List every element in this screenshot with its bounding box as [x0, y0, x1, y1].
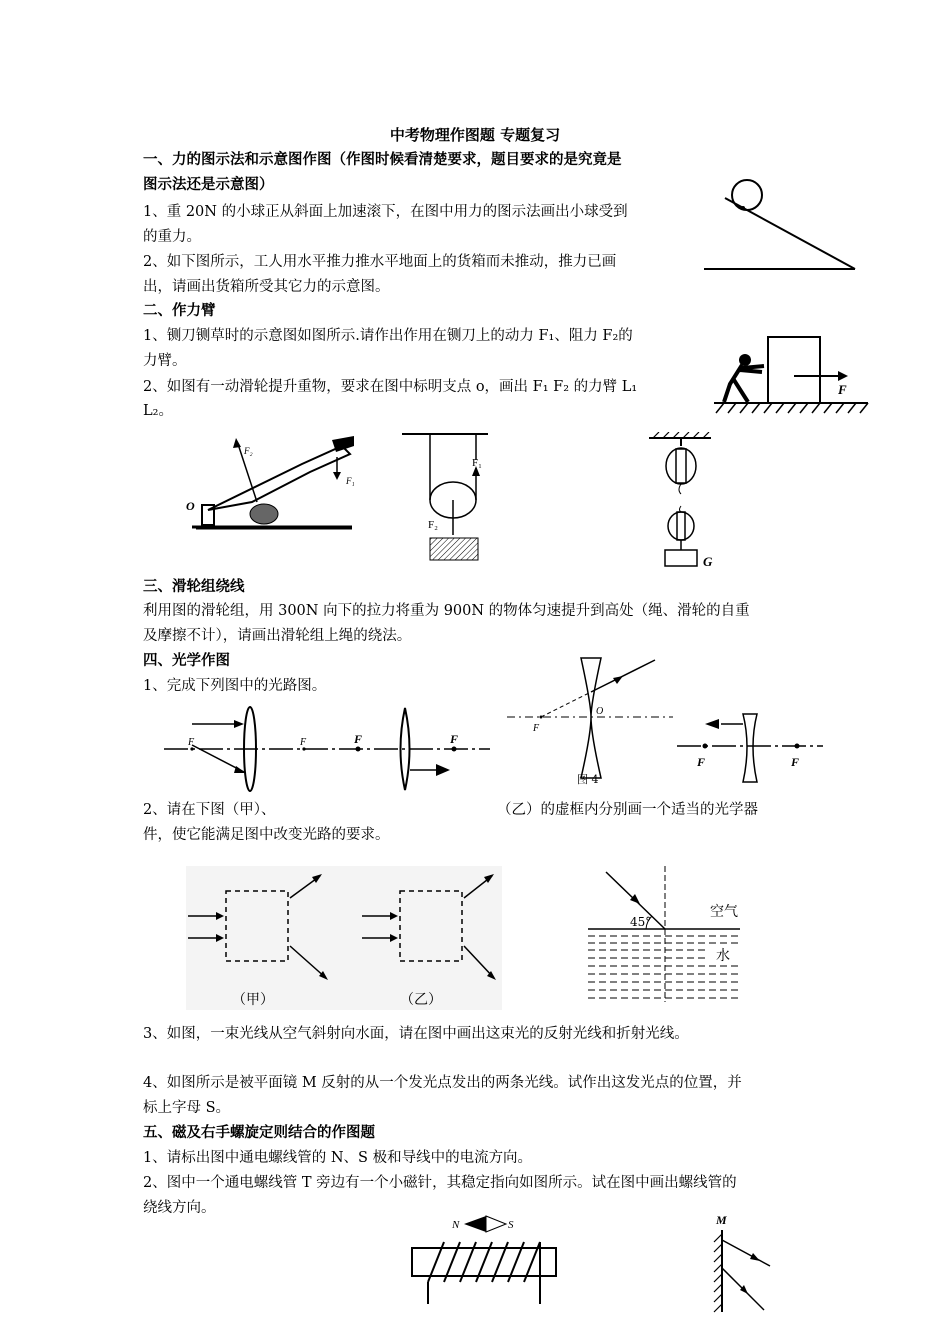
plane-mirror-figure — [704, 1212, 774, 1314]
load-G — [665, 550, 697, 566]
movable-pulley — [668, 512, 694, 540]
pulley-F1-label: F₁ — [472, 457, 482, 469]
compass-needle-n — [464, 1216, 486, 1232]
s1-q1-line2: 的重力。 — [143, 229, 201, 245]
s4-q4-line1: 4、如图所示是被平面镜 M 反射的从一个发光点发出的两条光线。试作出这发光点的位置，并 — [143, 1075, 742, 1091]
cargo-box — [768, 337, 820, 403]
s2-q2-line1: 2、如图有一动滑轮提升重物，要求在图中标明支点 o，画出 F₁ F₂ 的力臂 L₁ — [143, 379, 638, 395]
pulley-block-figure — [645, 432, 725, 572]
s1-q2-line2: 出，请画出货箱所受其它力的示意图。 — [143, 279, 390, 295]
grass — [250, 504, 278, 524]
section5-heading: 五、磁及右手螺旋定则结合的作图题 — [143, 1124, 375, 1141]
s4-q4-line2: 标上字母 S。 — [143, 1100, 231, 1116]
lens1-right-F: F — [300, 737, 307, 748]
s3-text-line1: 利用图的滑轮组，用 300N 向下的拉力将重为 900N 的物体匀速提升到高处（绳、滑轮的自重 — [143, 603, 750, 619]
s5-q2-line1: 2、图中一个通电螺线管 T 旁边有一个小磁针，其稳定指向如图所示。试在图中画出螺线管的 — [143, 1175, 737, 1191]
lens2-left-F: F — [354, 732, 363, 746]
s2-q1-line2: 力臂。 — [143, 353, 187, 369]
ball — [732, 180, 762, 210]
cutter-F1-label: F₁ — [346, 476, 355, 486]
concave-lens-2 — [743, 714, 757, 782]
s4-q2-line2: 件，使它能满足图中改变光路的要求。 — [143, 827, 390, 843]
lens1-left-F: F — [188, 737, 195, 748]
s5-q1: 1、请标出图中通电螺线管的 N、S 极和导线中的电流方向。 — [143, 1150, 533, 1166]
s4-q2-line1a: 2、请在下图（甲）、 — [143, 802, 276, 818]
s3-text-line2: 及摩擦不计），请画出滑轮组上绳的绕法。 — [143, 628, 412, 644]
s5-q2-line2: 绕线方向。 — [143, 1200, 216, 1216]
section1-heading-line1: 一、力的图示法和示意图作图（作图时候看清楚要求，题目要求的是究竟是 — [143, 151, 622, 168]
push-force-label: F — [838, 382, 847, 397]
load-G-label: G — [703, 554, 713, 569]
mirror-M-label: M — [716, 1213, 727, 1227]
section1-heading-line2: 图示法还是示意图） — [143, 176, 274, 193]
label-jia: （甲） — [232, 992, 274, 1008]
worker-head — [739, 354, 751, 366]
concave2-right-F: F — [791, 755, 800, 769]
concave-lens-figure-2 — [675, 710, 825, 786]
cutter-F2-label: F₂ — [244, 446, 253, 456]
angle-label: 45° — [630, 915, 652, 929]
lens2-right-F: F — [450, 732, 459, 746]
compass-S-label: S — [508, 1219, 514, 1231]
section2-heading: 二、作力臂 — [143, 302, 216, 319]
s4-q1: 1、完成下列图中的光路图。 — [143, 678, 327, 694]
movable-pulley-figure — [398, 430, 498, 565]
s2-q1-line1: 1、铡刀铡草时的示意图如图所示.请作出作用在铡刀上的动力 F₁、阻力 F₂的 — [143, 328, 633, 344]
fixed-pulley — [666, 448, 696, 484]
concave-O-label: O — [596, 706, 604, 717]
s4-q2-line1b: （乙）的虚框内分别画一个适当的光学器 — [497, 802, 758, 818]
concave-lens — [581, 658, 604, 778]
refraction-figure — [584, 866, 744, 1004]
cutter-figure — [182, 432, 357, 532]
label-yi: （乙） — [400, 992, 442, 1008]
concave2-left-F: F — [697, 755, 706, 769]
fig4-caption: 图 4 — [577, 773, 599, 786]
optical-box-figure — [186, 866, 502, 1010]
incline-ball-figure — [700, 175, 865, 275]
fulcrum-O-label: O — [186, 499, 195, 513]
section3-heading: 三、滑轮组绕线 — [143, 578, 245, 595]
worker-box-figure — [712, 332, 872, 418]
section4-heading: 四、光学作图 — [143, 652, 230, 669]
blade — [208, 446, 350, 510]
solenoid-figure — [408, 1212, 564, 1308]
weight-block — [430, 538, 478, 560]
lens-figures-1 — [164, 704, 490, 794]
compass-N-label: N — [452, 1219, 460, 1231]
pulley-F2-label: F₂ — [428, 519, 438, 531]
s1-q1-line1: 1、重 20N 的小球正从斜面上加速滚下，在图中用力的图示法画出小球受到 — [143, 204, 628, 220]
page-title: 中考物理作图题 专题复习 — [389, 126, 561, 144]
concave-F-label: F — [533, 723, 540, 734]
air-label: 空气 — [710, 904, 738, 920]
s4-q3: 3、如图，一束光线从空气斜射向水面，请在图中画出这束光的反射光线和折射光线。 — [143, 1026, 689, 1042]
water-label: 水 — [716, 948, 730, 964]
s2-q2-line2: L₂。 — [143, 403, 173, 419]
concave-lens-figure — [505, 654, 675, 789]
s1-q2-line1: 2、如下图所示，工人用水平推力推水平地面上的货箱而未推动，推力已画 — [143, 254, 617, 270]
